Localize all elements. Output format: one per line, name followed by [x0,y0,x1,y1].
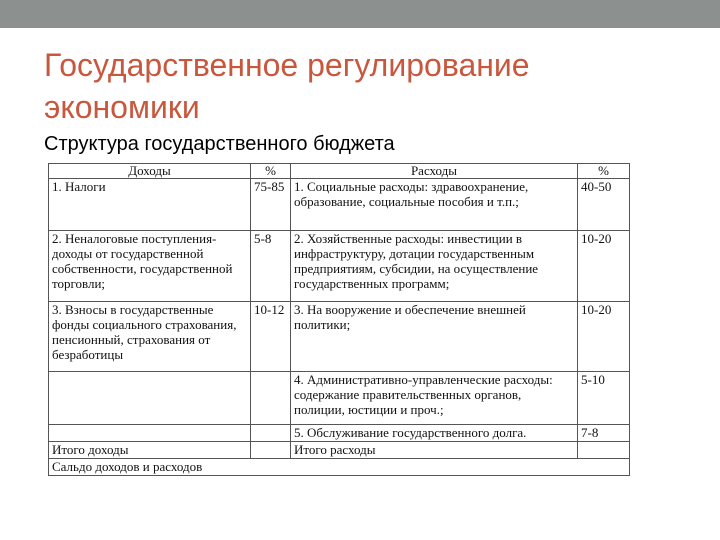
total-income-label: Итого доходы [49,441,251,458]
expense-cell: 5. Обслуживание государственного долга. [291,424,578,441]
header-income-percent: % [251,164,291,179]
header-income: Доходы [49,164,251,179]
expense-cell: 4. Административно-управленческие расходы: содержание правительственных органов, полиции, юстиции и проч.; [291,372,578,424]
table-row [49,424,630,441]
expense-percent-cell: 40-50 [578,179,630,231]
balance-label: Сальдо доходов и расходов [49,458,630,475]
expense-cell: 1. Социальные расходы: здравоохранение, образование, социальные пособия и т.п.; [291,179,578,231]
income-percent-cell: 10-12 [251,301,291,371]
total-expenses-percent [578,441,630,458]
expense-percent-cell: 10-20 [578,301,630,371]
table-row [49,441,630,458]
total-income-percent [251,441,291,458]
expense-percent-cell: 10-20 [578,231,630,301]
income-percent-cell: 5-8 [251,231,291,301]
income-cell: 2. Неналоговые поступления-доходы от государственной собственности, государственной торговли; [49,231,251,301]
table-header-row [49,164,630,179]
table-row [49,458,630,475]
table-row [49,301,630,371]
table-row [49,372,630,424]
income-cell [49,424,251,441]
header-expenses-percent: % [578,164,630,179]
top-bar [0,0,720,28]
slide-title: Государственное регулирование экономики [44,47,530,125]
income-percent-cell [251,424,291,441]
expense-percent-cell: 7-8 [578,424,630,441]
total-expenses-label: Итого расходы [291,441,578,458]
income-cell: 3. Взносы в государственные фонды социального страхования, пенсионный, страхования от безработицы [49,301,251,371]
budget-table [48,163,630,476]
expense-cell: 2. Хозяйственные расходы: инвестиции в инфраструктуру, дотации государственным предприятиям, субсидии, на осуществление государственных программ; [291,231,578,301]
income-percent-cell [251,372,291,424]
income-percent-cell: 75-85 [251,179,291,231]
income-cell: 1. Налоги [49,179,251,231]
table-row [49,179,630,231]
slide-subtitle: Структура государственного бюджета [44,133,395,155]
expense-cell: 3. На вооружение и обеспечение внешней политики; [291,301,578,371]
table-row [49,231,630,301]
expense-percent-cell: 5-10 [578,372,630,424]
header-expenses: Расходы [291,164,578,179]
income-cell [49,372,251,424]
